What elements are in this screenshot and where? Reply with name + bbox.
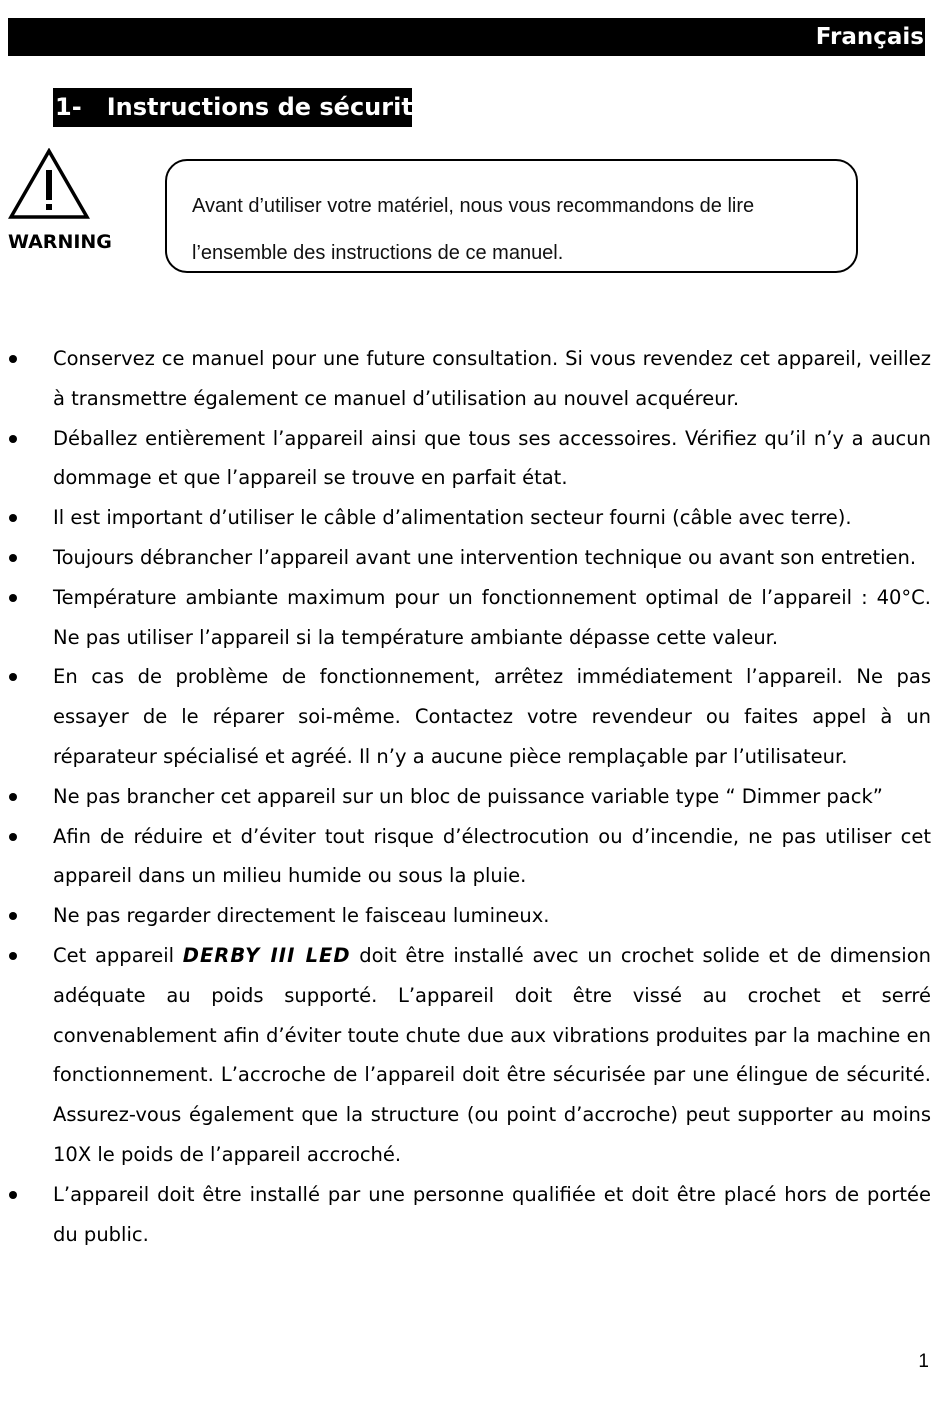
section-title: 1- Instructions de sécurité bbox=[53, 88, 412, 127]
notice-line-1: Avant d’utiliser votre matériel, nous vous recommandons de lire bbox=[192, 195, 755, 217]
list-item-derby bbox=[0, 936, 931, 1175]
notice-line-2: l’ensemble des instructions de ce manuel. bbox=[192, 242, 564, 264]
safety-instructions-list bbox=[0, 339, 950, 1254]
list-item: Déballez entièrement l’appareil ainsi que tous ses accessoires. Vérifiez qu’il n’y a aucun dommage et que l’appareil se trouve en parfait état. bbox=[0, 419, 931, 499]
list-item: En cas de problème de fonctionnement, arrêtez immédiatement l’appareil. Ne pas essayer de le réparer soi-même. Contactez votre revendeur ou faites appel à un réparateur spécialisé et agréé. Il n’y a aucune pièce remplaçable par l’utilisateur. bbox=[0, 657, 931, 776]
product-brand-name: DERBY III LED bbox=[182, 943, 351, 967]
derby-text-before: Cet appareil bbox=[53, 943, 183, 967]
list-item: Conservez ce manuel pour une future consultation. Si vous revendez cet appareil, veillez à transmettre également ce manuel d’utilisation au nouvel acquéreur. bbox=[0, 339, 931, 419]
list-item: Température ambiante maximum pour un fonctionnement optimal de l’appareil : 40°C. Ne pas utiliser l’appareil si la température ambiante dépasse cette valeur. bbox=[0, 578, 931, 658]
warning-notice-box bbox=[165, 159, 858, 273]
derby-text-after: doit être installé avec un crochet solide et de dimension adéquate au poids supporté. L’appareil doit être vissé au crochet et serré convenablement afin d’éviter toute chute due aux vibrations produites par la machine en fonctionnement. L’accroche de l’appareil doit être sécurisée par une élingue de sécurité. Assurez-vous également que la structure (ou point d’accroche) peut supporter au moins 10X le poids de l’appareil accroché. bbox=[53, 943, 932, 1166]
language-header bbox=[8, 18, 925, 56]
warning-triangle-icon bbox=[8, 148, 90, 220]
list-item: L’appareil doit être installé par une personne qualifiée et doit être placé hors de portée du public. bbox=[0, 1175, 931, 1255]
list-item: Il est important d’utiliser le câble d’alimentation secteur fourni (câble avec terre). bbox=[0, 498, 931, 538]
page-number: 1 bbox=[918, 1351, 929, 1372]
language-label: Français bbox=[815, 24, 924, 50]
list-item: Ne pas regarder directement le faisceau lumineux. bbox=[0, 896, 931, 936]
list-item: Afin de réduire et d’éviter tout risque d’électrocution ou d’incendie, ne pas utiliser cet appareil dans un milieu humide ou sous la pluie. bbox=[0, 817, 931, 897]
list-item: Toujours débrancher l’appareil avant une intervention technique ou avant son entretien. bbox=[0, 538, 931, 578]
list-item: Ne pas brancher cet appareil sur un bloc de puissance variable type “ Dimmer pack” bbox=[0, 777, 931, 817]
warning-label: WARNING bbox=[8, 231, 112, 253]
